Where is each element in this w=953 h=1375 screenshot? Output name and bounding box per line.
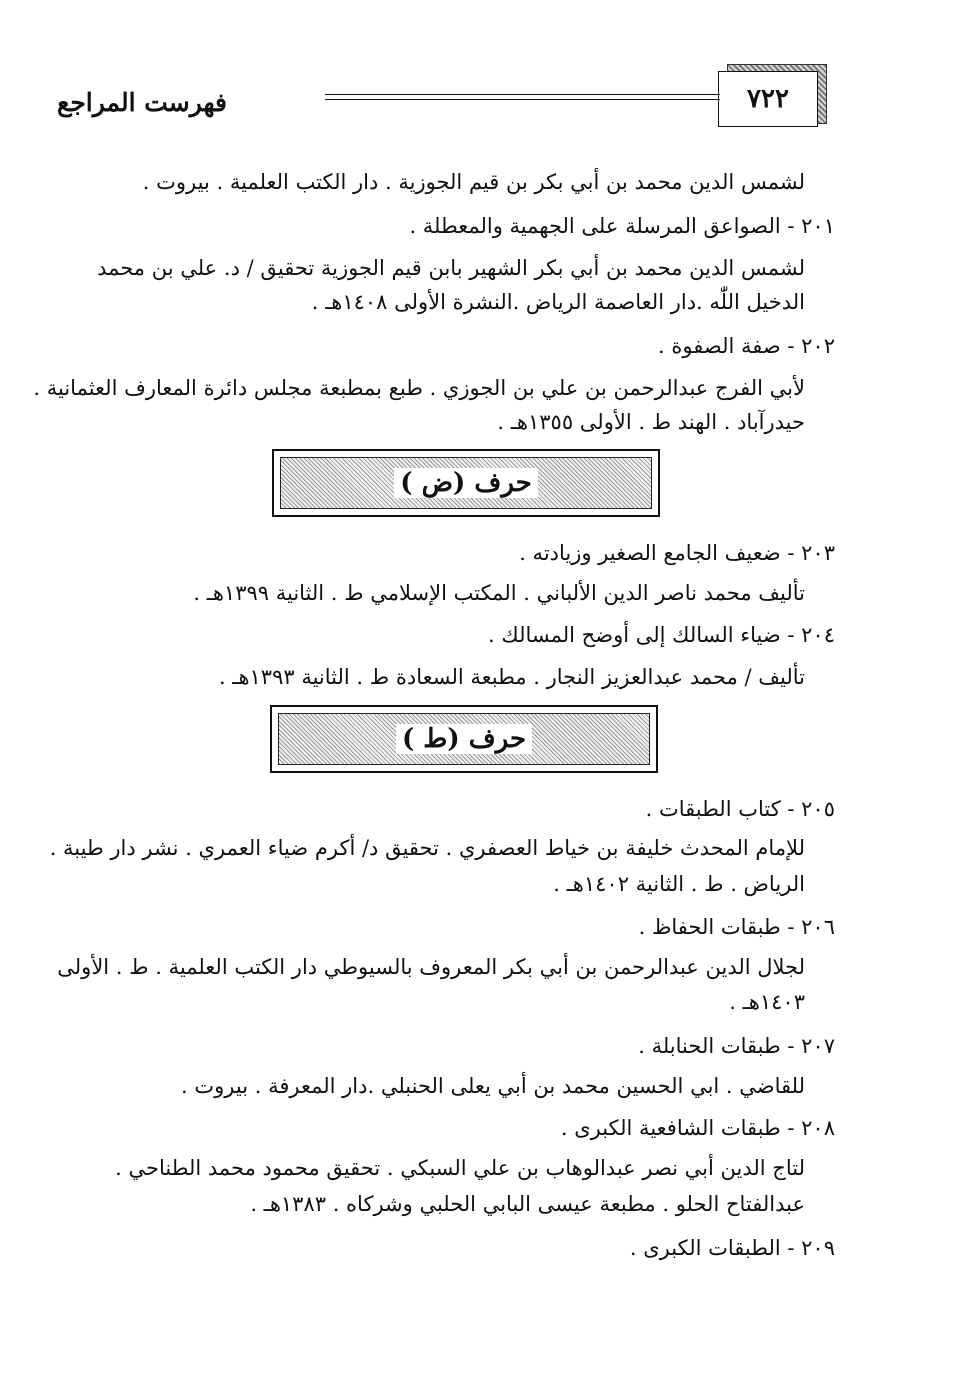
- entry-heading: ٢٠٥ - كتاب الطبقات .: [645, 797, 835, 821]
- entry-heading: ٢٠٤ - ضياء السالك إلى أوضح المسالك .: [488, 623, 835, 647]
- entry-description: للإمام المحدث خليفة بن خياط العصفري . تحقيق د/ أكرم ضياء العمري . نشر دار طيبة .: [49, 836, 805, 860]
- entry-description: تأليف محمد ناصر الدين الألباني . المكتب الإسلامي ط . الثانية ١٣٩٩هـ .: [193, 581, 805, 605]
- entry-heading: ٢٠٧ - طبقات الحنابلة .: [638, 1034, 835, 1058]
- header-rule: [325, 94, 720, 108]
- entry-heading: ٢٠٨ - طبقات الشافعية الكبرى .: [560, 1116, 835, 1140]
- page-number: ٧٢٢: [718, 71, 818, 127]
- entry-heading: ٢٠١ - الصواعق المرسلة على الجهمية والمعطلة .: [409, 214, 835, 238]
- entry-description: لتاج الدين أبي نصر عبدالوهاب بن علي السبكي . تحقيق محمود محمد الطناحي .: [115, 1156, 805, 1180]
- section-header-taa: [270, 705, 658, 773]
- entry-description: للقاضي . ابي الحسين محمد بن أبي يعلى الحنبلي .دار المعرفة . بيروت .: [181, 1074, 805, 1098]
- entry-description: ١٤٠٣هـ .: [729, 990, 805, 1014]
- entry-description: لجلال الدين عبدالرحمن بن أبي بكر المعروف بالسيوطي دار الكتب العلمية . ط . الأولى: [57, 955, 805, 979]
- entry-description: حيدرآباد . الهند ط . الأولى ١٣٥٥هـ .: [497, 410, 805, 434]
- entry-heading: ٢٠٢ - صفة الصفوة .: [658, 334, 835, 358]
- entry-description: الرياض . ط . الثانية ١٤٠٢هـ .: [553, 872, 805, 896]
- page-title: فهرست المراجع: [57, 88, 227, 117]
- entry-heading: ٢٠٣ - ضعيف الجامع الصغير وزيادته .: [519, 541, 835, 565]
- section-label: حرف (ط ): [396, 724, 532, 754]
- entry-description: تأليف / محمد عبدالعزيز النجار . مطبعة السعادة ط . الثانية ١٣٩٣هـ .: [218, 665, 805, 689]
- entry-description: عبدالفتاح الحلو . مطبعة عيسى البابي الحلبي وشركاه . ١٣٨٣هـ .: [250, 1192, 805, 1216]
- entry-description: لشمس الدين محمد بن أبي بكر بن قيم الجوزية . دار الكتب العلمية . بيروت .: [142, 170, 805, 194]
- entry-description: لأبي الفرج عبدالرحمن بن علي بن الجوزي . طبع بمطبعة مجلس دائرة المعارف العثمانية .: [33, 376, 805, 400]
- entry-heading: ٢٠٩ - الطبقات الكبرى .: [629, 1236, 835, 1260]
- section-label: حرف (ض ): [394, 468, 538, 498]
- section-header-dad: [272, 449, 660, 517]
- entry-description: لشمس الدين محمد بن أبي بكر الشهير بابن قيم الجوزية تحقيق / د. علي بن محمد: [97, 256, 805, 280]
- entry-heading: ٢٠٦ - طبقات الحفاظ .: [638, 915, 835, 939]
- entry-description: الدخيل اللّٰه .دار العاصمة الرياض .النشرة الأولى ١٤٠٨هـ .: [311, 290, 805, 314]
